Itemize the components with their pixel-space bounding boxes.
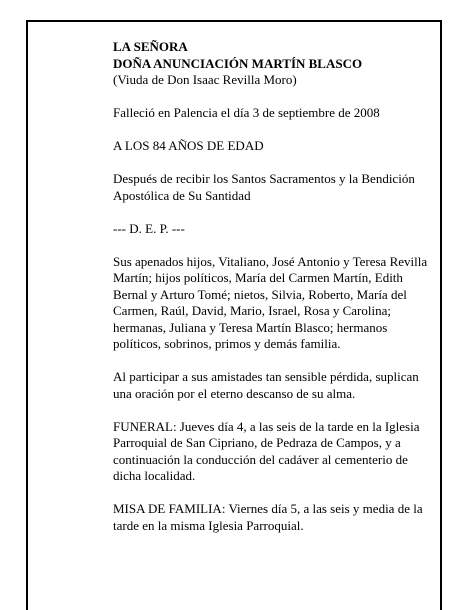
obituary-notice (113, 39, 431, 551)
age-statement: A LOS 84 AÑOS DE EDAD (113, 138, 264, 153)
deceased-name: DOÑA ANUNCIACIÓN MARTÍN BLASCO (113, 55, 363, 71)
family-mass-details: MISA DE FAMILIA: Viernes día 5, a las seis y media de la tarde en la misma Iglesia Parroquial. (113, 501, 423, 533)
rip-line: --- D. E. P. --- (113, 220, 185, 236)
funeral-details: FUNERAL: Jueves día 4, a las seis de la tarde en la Iglesia Parroquial de San Cipriano, de Pedraza de Campos, y a continuación la conducción del cadáver al cementerio de dicha localidad. (113, 418, 420, 483)
widow-note: (Viuda de Don Isaac Revilla Moro) (113, 72, 297, 87)
notice-heading (113, 39, 431, 89)
family-paragraph: Sus apenados hijos, Vitaliano, José Antonio y Teresa Revilla Martín; hijos políticos, María del Carmen Martín, Edith Bernal y Arturo Tomé; nietos, Silvia, Roberto, María del Carmen, Raúl, David, Mario, Israel, Rosa y Carolina; hermanas, Juliana y Teresa Martín Blasco; hermanos políticos, sobrinos, primos y demás familia. (113, 253, 428, 351)
death-statement: Falleció en Palencia el día 3 de septiembre de 2008 (113, 105, 380, 120)
prayer-request: Al participar a sus amistades tan sensible pérdida, suplican una oración por el eterno descanso de su alma. (113, 369, 419, 401)
sacraments-statement: Después de recibir los Santos Sacramentos y la Bendición Apostólica de Su Santidad (113, 171, 415, 203)
title-line-1: LA SEÑORA (113, 39, 188, 54)
